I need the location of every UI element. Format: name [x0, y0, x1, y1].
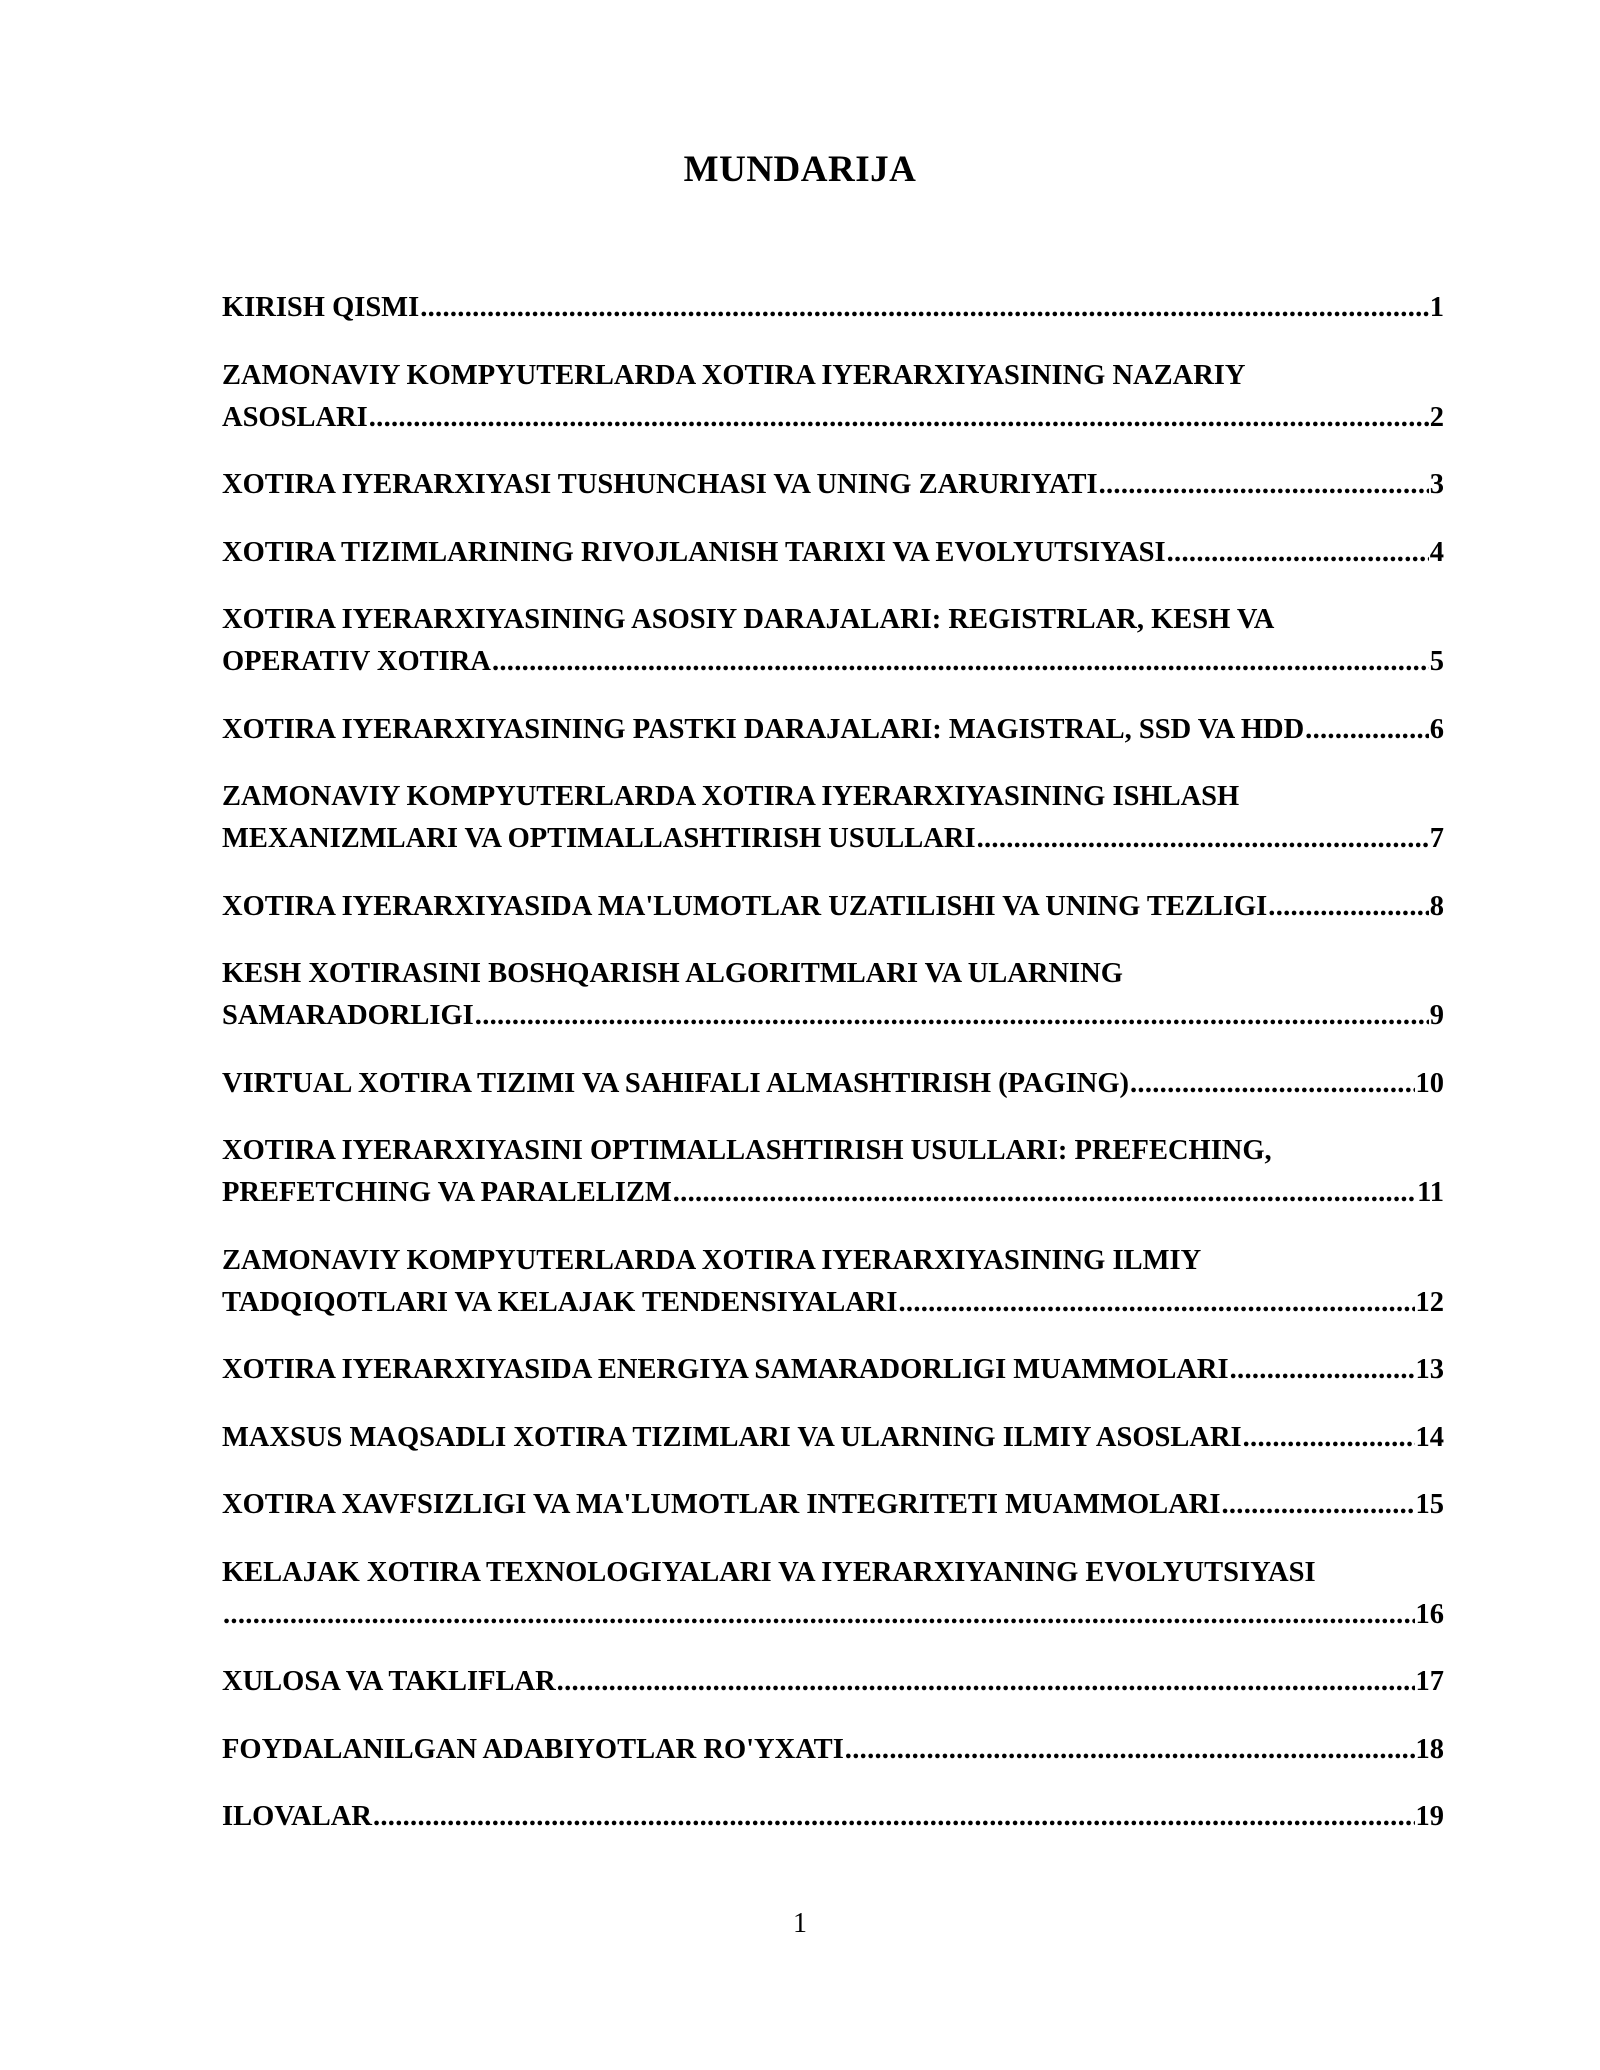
toc-page-number: 12 — [1415, 1286, 1444, 1318]
toc-entry-title: OPERATIV XOTIRA — [222, 646, 491, 677]
page-number: 1 — [793, 1908, 807, 1939]
toc-entry-title-line1: XOTIRA IYERARXIYASINING ASOSIY DARAJALARI: REGISTRLAR, KESH VA — [222, 604, 1275, 635]
dot-leader — [492, 641, 1429, 683]
toc-page-number: 19 — [1415, 1801, 1444, 1832]
toc-entry[interactable] — [222, 1484, 1444, 1526]
toc-entry[interactable] — [222, 1796, 1444, 1838]
toc-entry[interactable] — [222, 355, 1444, 439]
toc-page-number: 4 — [1429, 536, 1444, 568]
toc-entry-title: MAXSUS MAQSADLI XOTIRA TIZIMLARI VA ULARNING ILMIY ASOSLARI — [222, 1421, 1242, 1453]
toc-page-number: 3 — [1429, 469, 1444, 500]
toc-entry-title: TADQIQOTLARI VA KELAJAK TENDENSIYALARI — [222, 1286, 898, 1318]
dot-leader — [898, 1282, 1414, 1324]
dot-leader — [1099, 464, 1429, 506]
toc-entry[interactable] — [222, 776, 1444, 860]
dot-leader — [223, 1594, 1415, 1636]
toc-page-number: 17 — [1415, 1666, 1444, 1697]
toc-entry[interactable] — [222, 464, 1444, 506]
toc-entry[interactable] — [222, 532, 1444, 574]
toc-entry[interactable] — [222, 1729, 1444, 1771]
dot-leader — [557, 1661, 1415, 1703]
toc-entry-title: VIRTUAL XOTIRA TIZIMI VA SAHIFALI ALMASHTIRISH (PAGING) — [222, 1067, 1129, 1099]
toc-entry-title: ASOSLARI — [222, 401, 368, 433]
toc-page-number: 5 — [1429, 646, 1444, 677]
toc-entry-title-line1: KELAJAK XOTIRA TEXNOLOGIYALARI VA IYERARXIYANING EVOLYUTSIYASI — [222, 1556, 1316, 1588]
dot-leader — [1243, 1417, 1415, 1459]
page-title: MUNDARIJA — [683, 149, 917, 190]
toc-entry-title: XOTIRA IYERARXIYASIDA MA'LUMOTLAR UZATILISHI VA UNING TEZLIGI — [222, 890, 1268, 922]
toc-entry-title: XULOSA VA TAKLIFLAR — [222, 1666, 556, 1697]
toc-entry[interactable] — [222, 709, 1444, 751]
toc-entry[interactable] — [222, 1417, 1444, 1459]
toc-entry-title: FOYDALANILGAN ADABIYOTLAR RO'YXATI — [222, 1733, 844, 1765]
toc-entry[interactable] — [222, 599, 1444, 683]
dot-leader — [1268, 886, 1428, 928]
toc-page-number: 15 — [1415, 1489, 1444, 1520]
table-of-contents — [222, 287, 1444, 1864]
dot-leader — [1167, 532, 1429, 574]
toc-entry-title-line1: ZAMONAVIY KOMPYUTERLARDA XOTIRA IYERARXIYASINING ILMIY — [222, 1244, 1202, 1276]
toc-entry[interactable] — [222, 1063, 1444, 1105]
toc-entry-title: ILOVALAR — [222, 1801, 372, 1832]
toc-entry[interactable] — [222, 1552, 1444, 1636]
toc-page-number: 14 — [1415, 1421, 1444, 1453]
toc-entry[interactable] — [222, 1240, 1444, 1324]
toc-page-number: 13 — [1415, 1354, 1444, 1385]
toc-entry-title: XOTIRA XAVFSIZLIGI VA MA'LUMOTLAR INTEGRITETI MUAMMOLARI — [222, 1489, 1221, 1520]
toc-page-number: 7 — [1429, 823, 1444, 854]
toc-entry-title-line1: XOTIRA IYERARXIYASINI OPTIMALLASHTIRISH USULLARI: PREFECHING, — [222, 1135, 1272, 1166]
dot-leader — [1130, 1063, 1415, 1105]
dot-leader — [1305, 709, 1429, 751]
toc-page-number: 6 — [1429, 713, 1444, 745]
toc-page-number: 16 — [1415, 1598, 1444, 1630]
toc-entry-title: XOTIRA IYERARXIYASINING PASTKI DARAJALARI: MAGISTRAL, SSD VA HDD — [222, 713, 1305, 745]
dot-leader — [977, 818, 1429, 860]
toc-entry[interactable] — [222, 1349, 1444, 1391]
toc-entry-title-line1: ZAMONAVIY KOMPYUTERLARDA XOTIRA IYERARXIYASINING NAZARIY — [222, 359, 1246, 391]
toc-entry[interactable] — [222, 1130, 1444, 1214]
dot-leader — [420, 287, 1429, 329]
toc-page-number: 18 — [1415, 1733, 1444, 1765]
toc-entry[interactable] — [222, 287, 1444, 329]
dot-leader — [1230, 1349, 1415, 1391]
toc-entry-title-line1: KESH XOTIRASINI BOSHQARISH ALGORITMLARI VA ULARNING — [222, 958, 1123, 989]
toc-entry-title: KIRISH QISMI — [222, 292, 420, 323]
toc-page-number: 10 — [1415, 1067, 1444, 1099]
dot-leader — [475, 995, 1429, 1037]
dot-leader — [845, 1729, 1415, 1771]
toc-page-number: 1 — [1429, 292, 1444, 323]
toc-entry[interactable] — [222, 953, 1444, 1037]
dot-leader — [369, 397, 1429, 439]
toc-entry[interactable] — [222, 886, 1444, 928]
toc-entry[interactable] — [222, 1661, 1444, 1703]
toc-entry-title: XOTIRA TIZIMLARINING RIVOJLANISH TARIXI VA EVOLYUTSIYASI — [222, 536, 1166, 568]
toc-entry-title: MEXANIZMLARI VA OPTIMALLASHTIRISH USULLARI — [222, 823, 976, 854]
toc-page-number: 11 — [1417, 1177, 1444, 1208]
dot-leader — [373, 1796, 1415, 1838]
toc-page-number: 8 — [1429, 890, 1444, 922]
toc-page-number: 9 — [1429, 1000, 1444, 1031]
toc-entry-title-line1: ZAMONAVIY KOMPYUTERLARDA XOTIRA IYERARXIYASINING ISHLASH — [222, 781, 1240, 812]
dot-leader — [673, 1172, 1416, 1214]
toc-entry-title: XOTIRA IYERARXIYASIDA ENERGIYA SAMARADORLIGI MUAMMOLARI — [222, 1354, 1229, 1385]
toc-entry-title: SAMARADORLIGI — [222, 1000, 474, 1031]
toc-entry-title: XOTIRA IYERARXIYASI TUSHUNCHASI VA UNING ZARURIYATI — [222, 469, 1098, 500]
dot-leader — [1221, 1484, 1414, 1526]
toc-entry-title: PREFETCHING VA PARALELIZM — [222, 1177, 672, 1208]
toc-page-number: 2 — [1429, 401, 1444, 433]
